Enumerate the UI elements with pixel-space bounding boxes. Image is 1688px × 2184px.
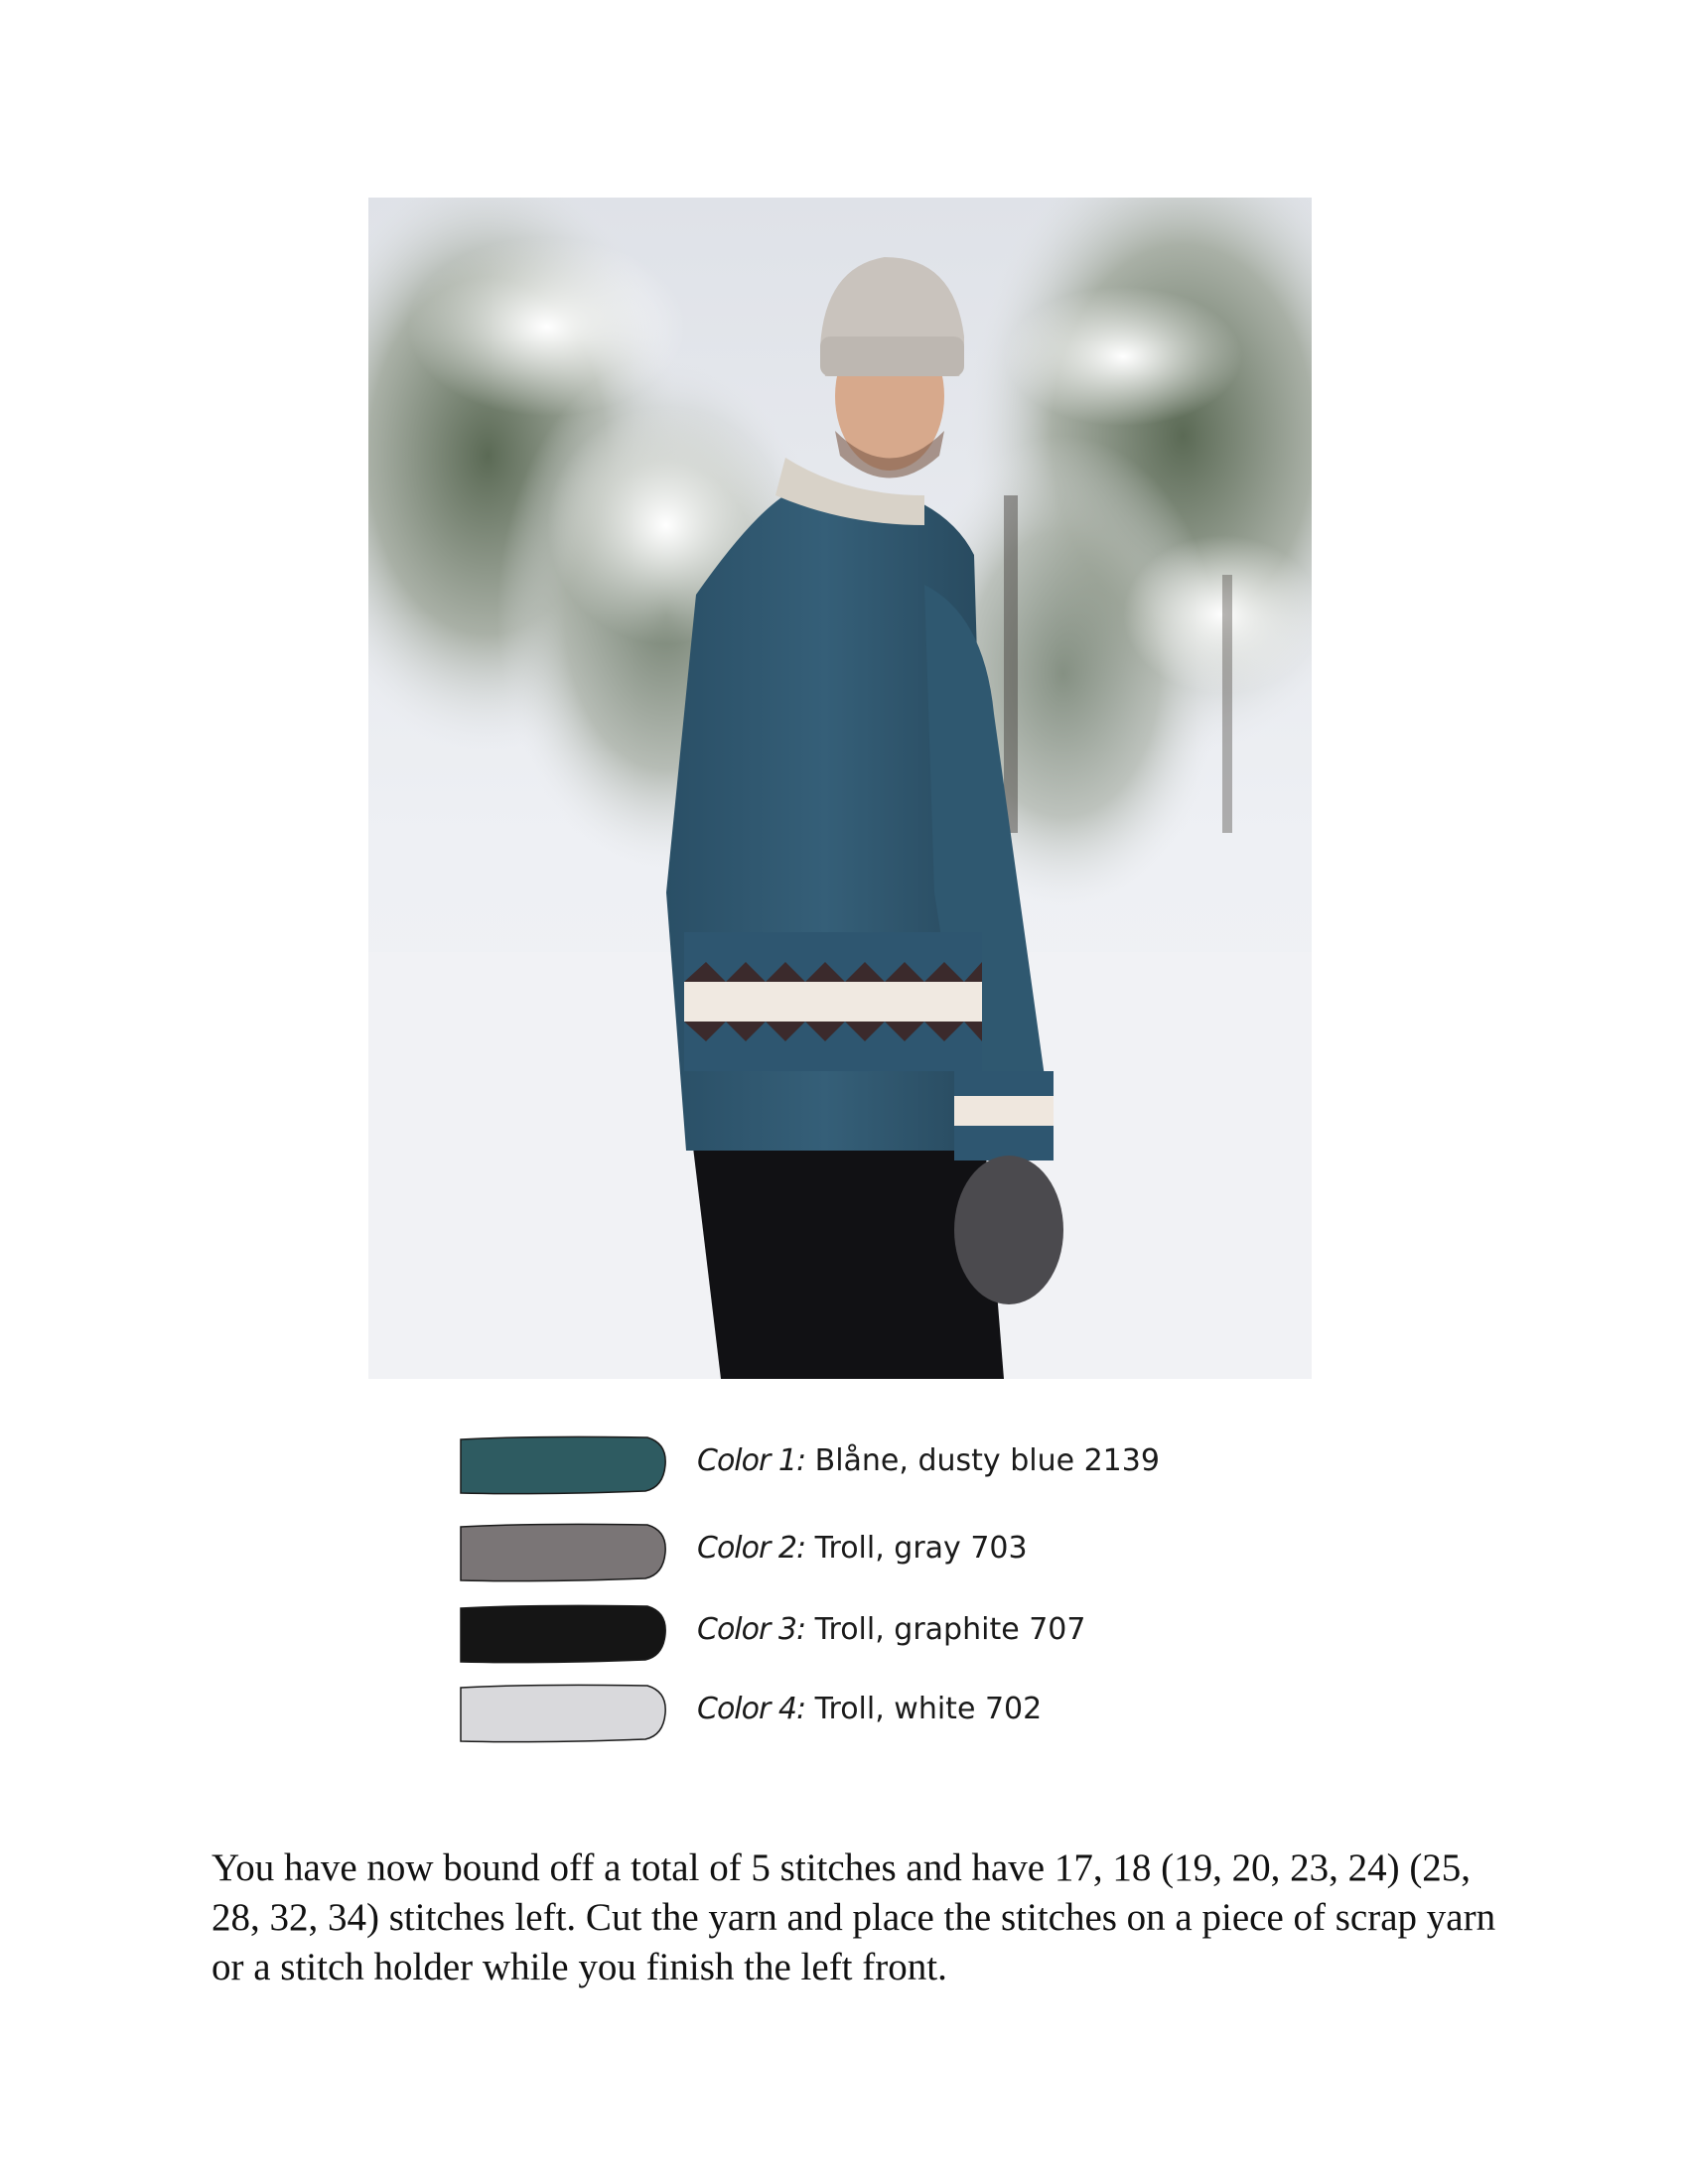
man-in-knit-sweater-snow-photo-icon <box>368 198 1312 1379</box>
yarn-swatch-3 <box>459 1604 667 1664</box>
yarn-color-1 <box>459 1430 1352 1495</box>
yarn-color-3-label: Color 3: <box>697 1612 806 1647</box>
swatch-2-shape <box>461 1524 665 1580</box>
yarn-color-1-label: Color 1: <box>697 1443 806 1478</box>
pattern-instruction-text: You have now bound off a total of 5 stitches and have 17, 18 (19, 20, 23, 24) (25, 28, 32, 34) stitches left. Cut the yarn and place the stitches on a piece of scrap yarn or a stitch holder while you finish the left front. <box>211 1846 1496 1988</box>
yarn-color-2-label: Color 2: <box>697 1531 806 1566</box>
sweater-photo <box>368 198 1312 1379</box>
yarn-color-2 <box>459 1517 1352 1582</box>
yarn-color-4 <box>459 1678 1352 1743</box>
yarn-color-4-label: Color 4: <box>697 1692 806 1726</box>
yarn-color-3-name: Troll, graphite 707 <box>814 1612 1086 1647</box>
yarn-swatch-1 <box>459 1435 667 1495</box>
yarn-color-legend <box>459 1430 1352 1757</box>
swatch-3-shape <box>461 1605 665 1662</box>
yarn-color-4-name: Troll, white 702 <box>814 1692 1043 1726</box>
yarn-color-1-name: Blåne, dusty blue 2139 <box>814 1443 1160 1478</box>
yarn-swatch-4 <box>459 1684 667 1743</box>
yarn-color-2-name: Troll, gray 703 <box>814 1531 1028 1566</box>
yarn-color-3 <box>459 1598 1352 1664</box>
yarn-swatch-2 <box>459 1523 667 1582</box>
swatch-4-shape <box>461 1685 665 1741</box>
swatch-1-shape <box>461 1436 665 1493</box>
